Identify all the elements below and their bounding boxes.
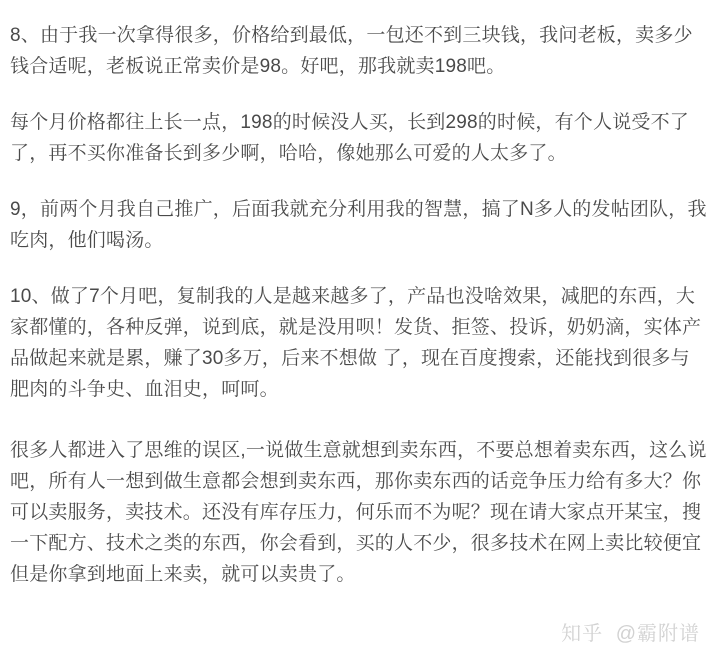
article-paragraph-8: 8、由于我一次拿得很多，价格给到最低，一包还不到三块钱，我问老板，卖多少钱合适呢，老板说正常卖价是98。好吧，那我就卖198吧。 — [10, 25, 693, 77]
zhihu-watermark — [10, 615, 708, 650]
article-paragraph-10: 10、做了7个月吧，复制我的人是越来越多了，产品也没啥效果，减肥的东西，大家都懂的，各种反弹，说到底，就是没用呗！发货、拒签、投诉，奶奶滴，实体产品做起来就是累，赚了30多万，后来不想做 了，现在百度搜索，还能找到很多与肥肉的斗争史、血泪史，呵呵。 — [10, 286, 702, 400]
watermark-site-label: 知乎 — [561, 623, 604, 645]
watermark-author-handle: @霸附谱 — [615, 623, 700, 645]
article-paragraph-mindset: 很多人都进入了思维的误区,一说做生意就想到卖东西，不要总想着卖东西，这么说吧，所有人一想到做生意都会想到卖东西，那你卖东西的话竞争压力给有多大？你可以卖服务，卖技术。还没有库存压力，何乐而不为呢？现在请大家点开某宝，搜一下配方、技术之类的东西，你会看到，买的人不少，很多技术在网上卖比较便宜但是你拿到地面上来卖，就可以卖贵了。 — [10, 440, 707, 585]
article-paragraph-9: 9，前两个月我自己推广，后面我就充分利用我的智慧，搞了N多人的发帖团队，我吃肉，他们喝汤。 — [10, 199, 707, 251]
article-paragraph-price-raise: 每个月价格都往上长一点，198的时候没人买，长到298的时候，有个人说受不了了，再不买你准备长到多少啊，哈哈，像她那么可爱的人太多了。 — [10, 112, 690, 164]
